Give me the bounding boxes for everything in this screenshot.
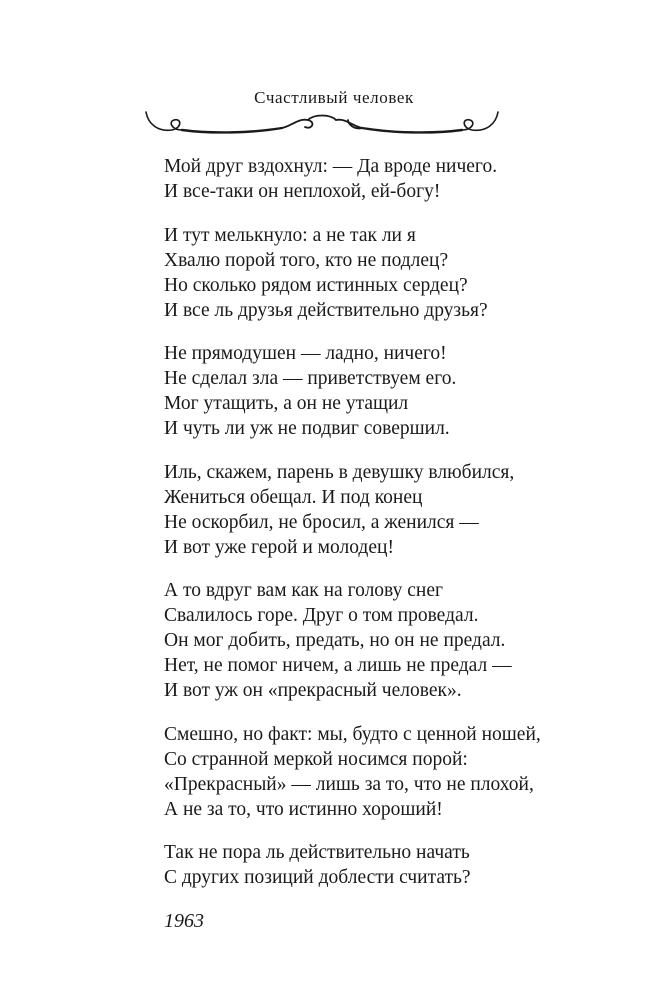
poem-line: Не сделал зла — приветствуем его.: [164, 368, 457, 389]
stanza-1: [164, 154, 564, 204]
running-head: Счастливый человек: [254, 88, 414, 107]
poem-line: Но сколько рядом истинных сердец?: [164, 274, 468, 296]
flourish-divider-icon: [142, 108, 502, 144]
poem-line: Смешно, но факт: мы, будто с ценной ношей,: [164, 723, 541, 745]
poem-line: И тут мелькнуло: а не так ли я: [164, 224, 416, 246]
poem-line: И все ль друзья действительно друзья?: [164, 299, 488, 321]
poem-line: Он мог добить, предать, но он не предал.: [164, 630, 506, 651]
poem-line: Мог утащить, а он не утащил: [164, 393, 409, 414]
poem-line: Мой друг вздохнул: — Да вроде ничего.: [164, 156, 498, 177]
poem-line: И все-таки он неплохой, ей-богу!: [164, 181, 441, 202]
poem-year: 1963: [164, 909, 204, 932]
stanza-5: [164, 578, 564, 703]
poem-line: И чуть ли уж не подвиг совершил.: [164, 418, 450, 439]
poem-line: Не оскорбил, не бросил, а женился —: [164, 511, 479, 533]
poem-line: Так не пора ль действительно начать: [164, 842, 470, 863]
stanza-4: [164, 460, 564, 560]
poem-line: И вот уж он «прекрасный человек».: [164, 680, 462, 701]
stanza-6: [164, 722, 564, 822]
stanza-7: [164, 840, 564, 890]
poem-line: Иль, скажем, парень в девушку влюбился,: [164, 461, 515, 483]
poem-line: С других позиций доблести считать?: [164, 867, 471, 888]
stanza-2: [164, 223, 564, 323]
poem-line: И вот уже герой и молодец!: [164, 536, 394, 558]
poem-line: Хвалю порой того, кто не подлец?: [164, 249, 449, 271]
poem-line: Свалилось горе. Друг о том проведал.: [164, 605, 479, 626]
poem-line: А то вдруг вам как на голову снег: [164, 580, 443, 601]
poem-line: Нет, не помог ничем, а лишь не предал —: [164, 655, 512, 676]
poem-line: «Прекрасный» — лишь за то, что не плохой,: [164, 773, 534, 795]
poem-line: Со странной меркой носимся порой:: [164, 748, 468, 770]
poem-line: Жениться обещал. И под конец: [164, 486, 423, 508]
poem-line: А не за то, что истинно хороший!: [164, 798, 443, 820]
poem-line: Не прямодушен — ладно, ничего!: [164, 343, 447, 364]
poem: [164, 154, 564, 934]
stanza-3: [164, 341, 564, 441]
